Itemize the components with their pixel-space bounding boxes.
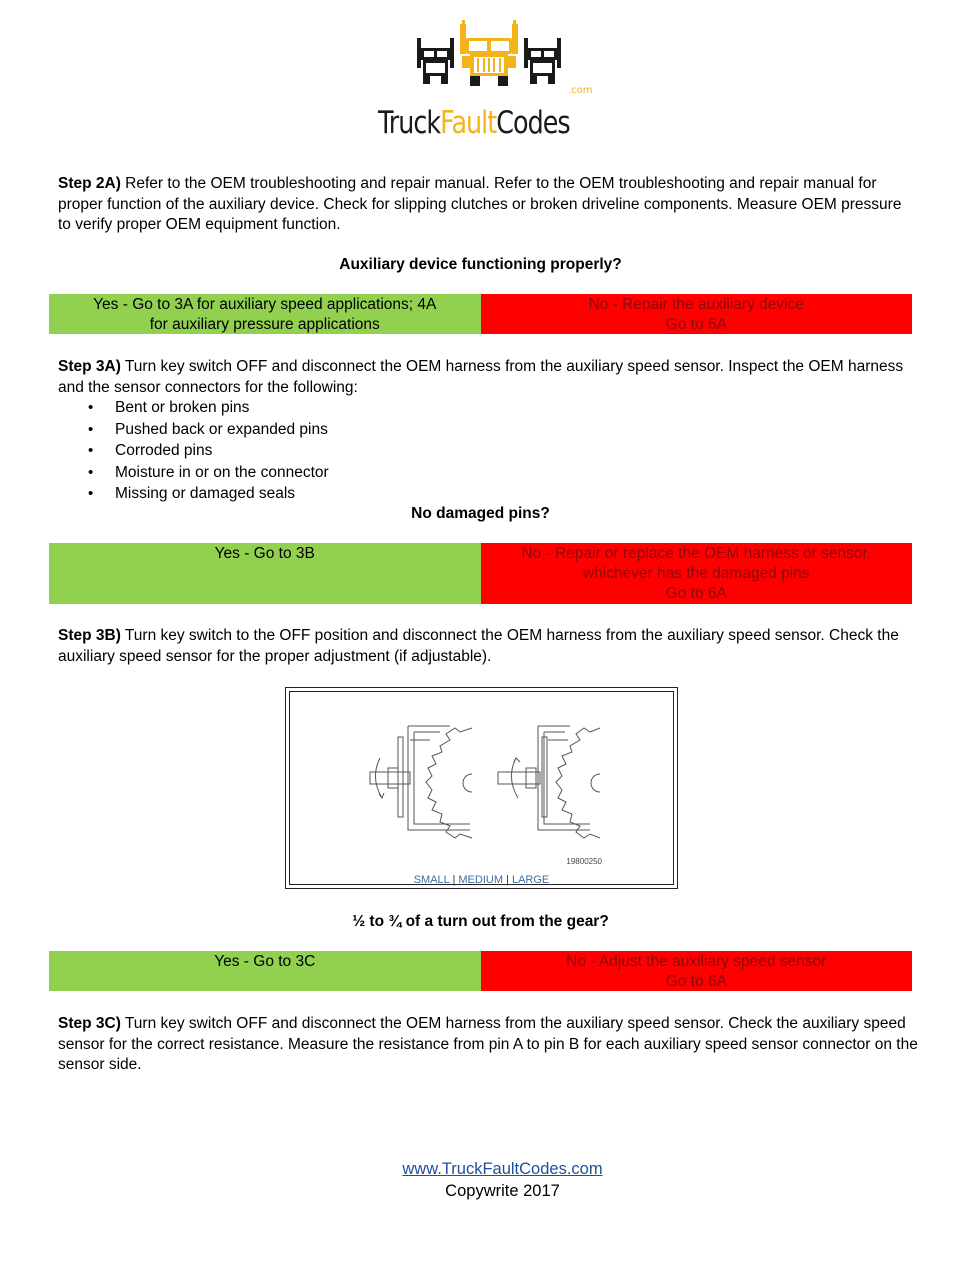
step-3c-label: Step 3C) bbox=[58, 1015, 121, 1032]
step-3a-paragraph bbox=[58, 357, 918, 398]
answer-no-3 bbox=[481, 951, 913, 991]
answer-yes-1-line-2: for auxiliary pressure applications bbox=[149, 316, 380, 333]
answer-no-2-line-2: whichever has the damaged pins bbox=[582, 565, 810, 582]
answer-no-2 bbox=[481, 543, 913, 604]
step-3c-paragraph bbox=[58, 1014, 918, 1076]
answer-no-3-line-2: Go to 6A bbox=[665, 973, 727, 990]
step-3b-text: Turn key switch to the OFF position and disconnect the OEM harness from the auxiliary speed sensor. Check the auxiliary speed sensor for the proper adjustment (if adjustable). bbox=[58, 627, 899, 665]
sensor-gear-diagram bbox=[290, 692, 675, 886]
link-small[interactable]: SMALL bbox=[413, 874, 450, 886]
list-item: • Missing or damaged seals bbox=[88, 483, 329, 505]
list-item: • Bent or broken pins bbox=[88, 397, 329, 419]
link-large[interactable]: LARGE bbox=[511, 874, 550, 886]
question-turn-out-from-gear: ½ to ¾ of a turn out from the gear? bbox=[352, 913, 609, 930]
figure-code: 19800250 bbox=[566, 857, 602, 866]
step-3b-paragraph bbox=[58, 626, 918, 667]
answer-row-2 bbox=[49, 543, 912, 604]
question-auxiliary-functioning: Auxiliary device functioning properly? bbox=[339, 256, 622, 273]
logo-word-codes: Codes bbox=[496, 105, 570, 141]
link-medium[interactable]: MEDIUM bbox=[458, 874, 503, 886]
answer-row-1 bbox=[49, 294, 912, 334]
answer-no-1-line-2: Go to 6A bbox=[665, 316, 727, 333]
step-3a-text: Turn key switch OFF and disconnect the OEM harness from the auxiliary speed sensor. Inspect the OEM harness and the sensor connectors for the following: bbox=[58, 358, 904, 396]
step-3b-label: Step 3B) bbox=[58, 627, 121, 644]
list-item: • Pushed back or expanded pins bbox=[88, 419, 329, 441]
answer-row-3 bbox=[49, 951, 912, 991]
answer-yes-1-line-1: Yes - Go to 3A for auxiliary speed applications; 4A bbox=[93, 296, 437, 313]
answer-no-2-line-3: Go to 6A bbox=[665, 585, 727, 602]
answer-no-2-line-1: No - Repair or replace the OEM harness or sensor, bbox=[521, 545, 872, 562]
answer-no-1-line-1: No - Repair the auxiliary device bbox=[588, 296, 804, 313]
list-item: • Corroded pins bbox=[88, 440, 329, 462]
answer-yes-2-line-1: Yes - Go to 3B bbox=[214, 545, 315, 562]
link-separator: | bbox=[452, 874, 456, 886]
inspection-checklist bbox=[88, 397, 329, 505]
figure-frame bbox=[289, 691, 674, 885]
answer-yes-1 bbox=[49, 294, 481, 334]
answer-yes-3 bbox=[49, 951, 481, 991]
footer-website-link[interactable]: www.TruckFaultCodes.com bbox=[402, 1160, 603, 1178]
logo-wordmark bbox=[378, 105, 570, 141]
logo-word-truck: Truck bbox=[378, 105, 441, 141]
question-no-damaged-pins: No damaged pins? bbox=[411, 505, 550, 522]
step-2a-label: Step 2A) bbox=[58, 175, 121, 192]
answer-no-1 bbox=[481, 294, 913, 334]
answer-no-3-line-1: No - Adjust the auxiliary speed sensor bbox=[566, 953, 827, 970]
logo-com: .com bbox=[568, 85, 593, 96]
footer-copyright: Copywrite 2017 bbox=[445, 1182, 560, 1200]
answer-yes-3-line-1: Yes - Go to 3C bbox=[214, 953, 316, 970]
step-3c-text: Turn key switch OFF and disconnect the OEM harness from the auxiliary speed sensor. Check the auxiliary speed sensor for the correct resistance. Measure the resistance from pin A to pin B for each auxiliary speed sensor connector on the sensor side. bbox=[58, 1015, 918, 1073]
figure-size-links bbox=[290, 874, 673, 886]
step-2a-text: Refer to the OEM troubleshooting and repair manual. Refer to the OEM troubleshooting and repair manual for proper function of the auxiliary device. Check for slipping clutches or broken driveline components. Measure OEM pressure to verify proper OEM equipment function. bbox=[58, 175, 902, 233]
list-item: • Moisture in or on the connector bbox=[88, 462, 329, 484]
site-logo bbox=[378, 20, 604, 141]
truck-logo-icon bbox=[414, 20, 564, 86]
link-separator: | bbox=[506, 874, 509, 886]
step-2a-paragraph bbox=[58, 174, 918, 236]
sensor-adjustment-figure bbox=[285, 687, 678, 889]
step-3a-label: Step 3A) bbox=[58, 358, 121, 375]
logo-word-fault: Fault bbox=[440, 105, 497, 141]
answer-yes-2 bbox=[49, 543, 481, 604]
